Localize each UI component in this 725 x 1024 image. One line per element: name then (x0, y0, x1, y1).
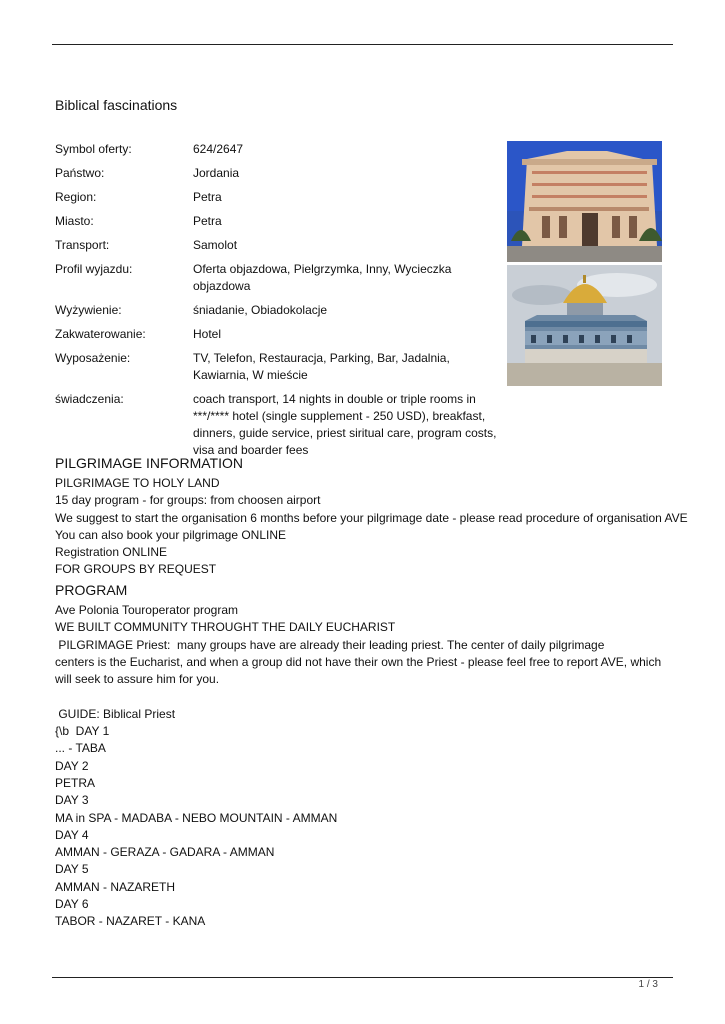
page-number: 1 / 3 (638, 979, 658, 990)
text-line: PILGRIMAGE Priest: many groups have are already their leading priest. The center of daily pilgrimage (55, 637, 605, 652)
text-line: AMMAN - NAZARETH (55, 879, 175, 894)
text-line: FOR GROUPS BY REQUEST (55, 562, 217, 577)
info-value: Hotel (193, 327, 222, 341)
info-label: Wyżywienie: (55, 303, 122, 317)
info-value: Samolot (193, 238, 238, 252)
info-label: świadczenia: (55, 392, 124, 406)
info-value: Petra (193, 190, 222, 204)
text-line: MA in SPA - MADABA - NEBO MOUNTAIN - AMMAN (55, 810, 338, 825)
text-line: You can also book your pilgrimage ONLINE (55, 527, 287, 542)
info-row-city (55, 213, 505, 230)
info-value: śniadanie, Obiadokolacje (193, 303, 328, 317)
program-text (55, 602, 662, 931)
info-value: coach transport, 14 nights in double or triple rooms in ***/**** hotel (single supplement - 250 USD), breakfast, dinners, guide service, priest siritual care, program costs, visa and boarder fees (193, 392, 497, 457)
info-row-trip-profile (55, 261, 505, 295)
text-line: {\b DAY 1 (55, 724, 110, 739)
text-line: GUIDE: Biblical Priest (55, 706, 176, 721)
text-line: DAY 6 (55, 897, 89, 912)
text-line: WE BUILT COMMUNITY THROUGHT THE DAILY EUCHARIST (55, 620, 396, 635)
text-line: PETRA (55, 775, 96, 790)
text-line: 15 day program - for groups: from choosen airport (55, 493, 321, 508)
info-label: Miasto: (55, 214, 94, 228)
info-label: Region: (55, 190, 97, 204)
info-row-board (55, 302, 505, 319)
info-value: Petra (193, 214, 222, 228)
pilgrimage-info-text (55, 475, 688, 579)
text-line: ... - TABA (55, 741, 106, 756)
pilgrimage-info-heading: PILGRIMAGE INFORMATION (55, 455, 243, 471)
text-line: Registration ONLINE (55, 545, 168, 560)
info-label: Profil wyjazdu: (55, 262, 133, 276)
text-line: will seek to assure him for you. (55, 672, 220, 687)
info-row-services (55, 391, 505, 459)
info-row-country (55, 165, 505, 182)
text-line: PILGRIMAGE TO HOLY LAND (55, 476, 220, 490)
text-line: We suggest to start the organisation 6 months before your pilgrimage date - please read procedure of organisation AVE (55, 510, 688, 525)
info-row-symbol (55, 141, 505, 158)
blank-line (55, 688, 655, 705)
info-row-transport (55, 237, 505, 254)
dome-of-the-rock-photo (507, 265, 662, 386)
text-line: AMMAN - GERAZA - GADARA - AMMAN (55, 845, 275, 860)
basilica-photo (507, 141, 662, 262)
info-row-amenities (55, 350, 505, 384)
info-value: TV, Telefon, Restauracja, Parking, Bar, Jadalnia, Kawiarnia, W mieście (193, 351, 450, 382)
document-title: Biblical fascinations (55, 97, 178, 113)
text-line: centers is the Eucharist, and when a group did not have their own the Priest - please feel free to report AVE, which (55, 654, 662, 669)
info-row-region (55, 189, 505, 206)
footer-rule (52, 977, 673, 978)
text-line: Ave Polonia Touroperator program (55, 603, 238, 617)
text-line: DAY 4 (55, 827, 89, 842)
program-heading: PROGRAM (55, 582, 128, 598)
text-line: DAY 3 (55, 793, 89, 808)
header-rule (52, 44, 673, 45)
info-label: Transport: (55, 238, 110, 252)
text-line: DAY 5 (55, 862, 89, 877)
photo-column (507, 141, 662, 386)
info-label: Wyposażenie: (55, 351, 131, 365)
info-label: Symbol oferty: (55, 142, 132, 156)
info-value: Oferta objazdowa, Pielgrzymka, Inny, Wycieczka objazdowa (193, 262, 452, 293)
text-line: TABOR - NAZARET - KANA (55, 914, 206, 929)
info-label: Państwo: (55, 166, 105, 180)
info-value: 624/2647 (193, 142, 244, 156)
info-row-accommodation (55, 326, 505, 343)
info-value: Jordania (193, 166, 240, 180)
text-line: DAY 2 (55, 758, 89, 773)
offer-info-table (55, 141, 505, 459)
info-label: Zakwaterowanie: (55, 327, 146, 341)
